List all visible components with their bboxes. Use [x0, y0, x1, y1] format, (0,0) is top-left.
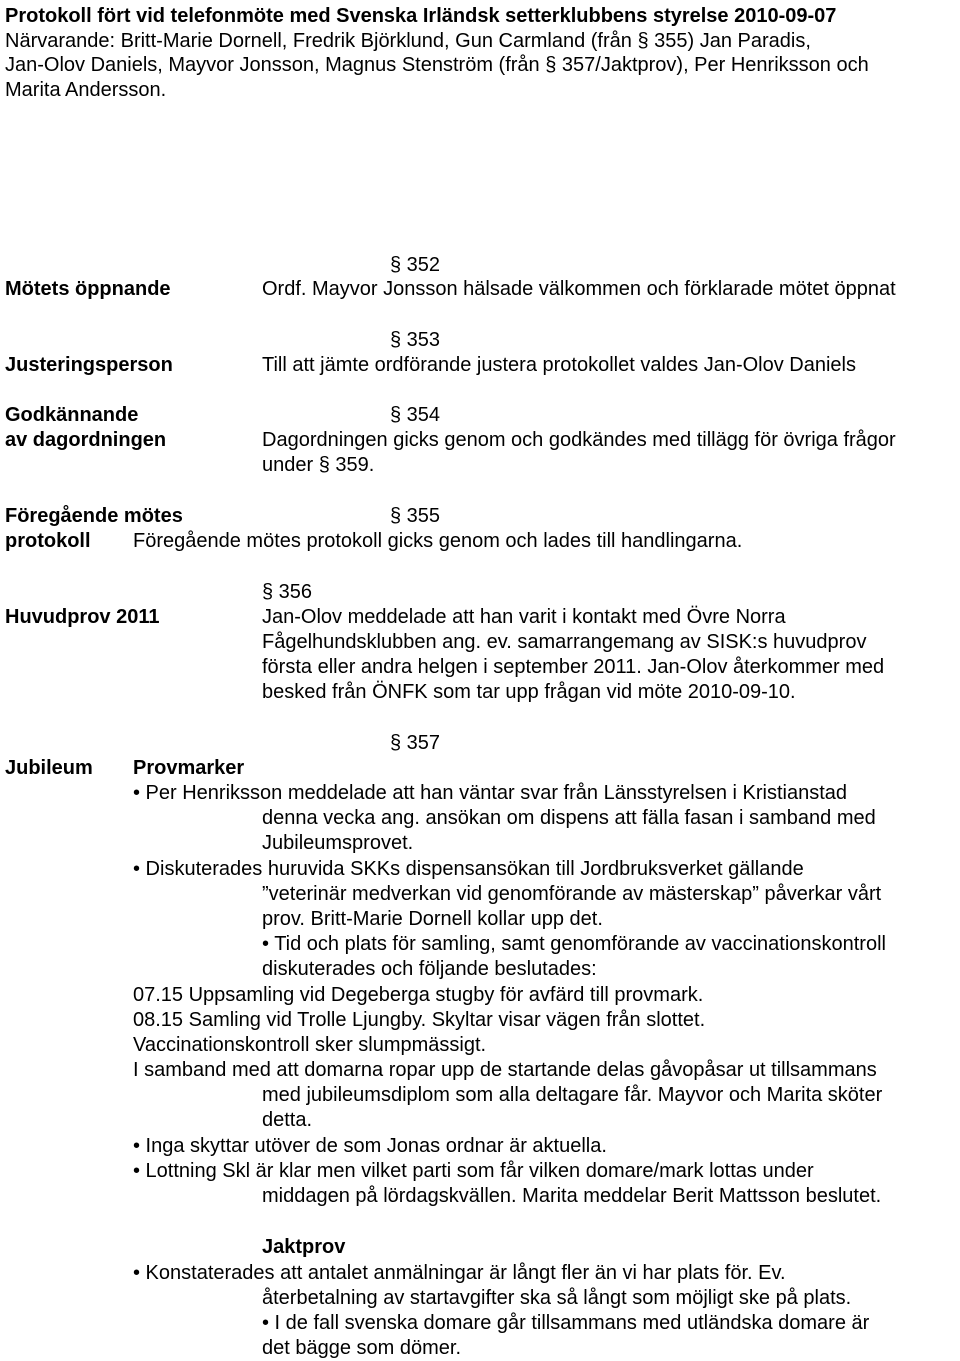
section-352-heading: Mötets öppnande	[5, 278, 171, 300]
section-355-heading-line-1: Föregående mötes	[5, 505, 183, 527]
provmarker-line-7: • Tid och plats för samling, samt genomförande av vaccinationskontroll	[262, 933, 886, 955]
section-352-text: Ordf. Mayvor Jonsson hälsade välkommen och förklarade mötet öppnat	[262, 278, 896, 300]
section-353-number: § 353	[390, 329, 441, 351]
section-354-line-1: Dagordningen gicks genom och godkändes med tillägg för övriga frågor	[262, 429, 896, 451]
provmarker-line-15: • Inga skyttar utöver de som Jonas ordnar är aktuella.	[133, 1135, 607, 1157]
provmarker-line-6: prov. Britt-Marie Dornell kollar upp det.	[262, 908, 603, 930]
section-354-heading-line-2: av dagordningen	[5, 429, 167, 451]
section-356-number: § 356	[262, 581, 313, 603]
provmarker-line-11: Vaccinationskontroll sker slumpmässigt.	[133, 1034, 487, 1056]
provmarker-line-9: 07.15 Uppsamling vid Degeberga stugby för avfärd till provmark.	[133, 984, 704, 1006]
section-357-number: § 357	[390, 732, 441, 754]
section-354-heading-line-1: Godkännande	[5, 404, 139, 426]
section-352-number: § 352	[390, 254, 441, 276]
section-353-text: Till att jämte ordförande justera protokollet valdes Jan-Olov Daniels	[262, 354, 856, 376]
document-title: Protokoll fört vid telefonmöte med Svenska Irländsk setterklubbens styrelse 2010-09-07	[5, 5, 837, 27]
section-355-number: § 355	[390, 505, 441, 527]
section-354-number: § 354	[390, 404, 441, 426]
provmarker-line-4: • Diskuterades huruvida SKKs dispensansökan till Jordbruksverket gällande	[133, 858, 804, 880]
section-356-line-3: första eller andra helgen i september 2011. Jan-Olov återkommer med	[262, 656, 885, 678]
provmarker-line-5: ”veterinär medverkan vid genomförande av mästerskap” påverkar vårt	[262, 883, 882, 905]
section-355-text: Föregående mötes protokoll gicks genom och lades till handlingarna.	[133, 530, 743, 552]
provmarker-line-2: denna vecka ang. ansökan om dispens att fälla fasan i samband med	[262, 807, 876, 829]
jaktprov-line-3: • I de fall svenska domare går tillsammans med utländska domare är	[262, 1312, 870, 1334]
provmarker-line-10: 08.15 Samling vid Trolle Ljungby. Skyltar visar vägen från slottet.	[133, 1009, 706, 1031]
section-356-line-2: Fågelhundsklubben ang. ev. samarrangemang av SISK:s huvudprov	[262, 631, 867, 653]
provmarker-line-17: middagen på lördagskvällen. Marita meddelar Berit Mattsson beslutet.	[262, 1185, 882, 1207]
section-356-line-1: Jan-Olov meddelade att han varit i kontakt med Övre Norra	[262, 606, 786, 628]
provmarker-line-13: med jubileumsdiplom som alla deltagare får. Mayvor och Marita sköter	[262, 1084, 883, 1106]
section-357-heading: Jubileum	[5, 757, 93, 779]
attendees-line-3: Marita Andersson.	[5, 79, 167, 101]
provmarker-line-3: Jubileumsprovet.	[262, 832, 414, 854]
attendees-line-1: Närvarande: Britt-Marie Dornell, Fredrik Björklund, Gun Carmland (från § 355) Jan Paradis,	[5, 30, 811, 52]
provmarker-subheading: Provmarker	[133, 757, 245, 779]
section-354-line-2: under § 359.	[262, 454, 375, 476]
jaktprov-line-4: det bägge som dömer.	[262, 1337, 462, 1359]
section-356-heading: Huvudprov 2011	[5, 606, 160, 628]
provmarker-line-8: diskuterades och följande beslutades:	[262, 958, 597, 980]
attendees-line-2: Jan-Olov Daniels, Mayvor Jonsson, Magnus Stenström (från § 357/Jaktprov), Per Henriksson och	[5, 54, 869, 76]
provmarker-line-14: detta.	[262, 1109, 313, 1131]
section-353-heading: Justeringsperson	[5, 354, 173, 376]
jaktprov-line-2: återbetalning av startavgifter ska så långt som möjligt ske på plats.	[262, 1287, 852, 1309]
jaktprov-line-1: • Konstaterades att antalet anmälningar är långt fler än vi har plats för. Ev.	[133, 1262, 786, 1284]
jaktprov-subheading: Jaktprov	[262, 1236, 346, 1258]
provmarker-line-1: • Per Henriksson meddelade att han väntar svar från Länsstyrelsen i Kristianstad	[133, 782, 848, 804]
section-356-line-4: besked från ÖNFK som tar upp frågan vid möte 2010-09-10.	[262, 681, 796, 703]
provmarker-line-16: • Lottning Skl är klar men vilket parti som får vilken domare/mark lottas under	[133, 1160, 814, 1182]
provmarker-line-12: I samband med att domarna ropar upp de startande delas gåvopåsar ut tillsammans	[133, 1059, 877, 1081]
section-355-heading-line-2: protokoll	[5, 530, 91, 552]
